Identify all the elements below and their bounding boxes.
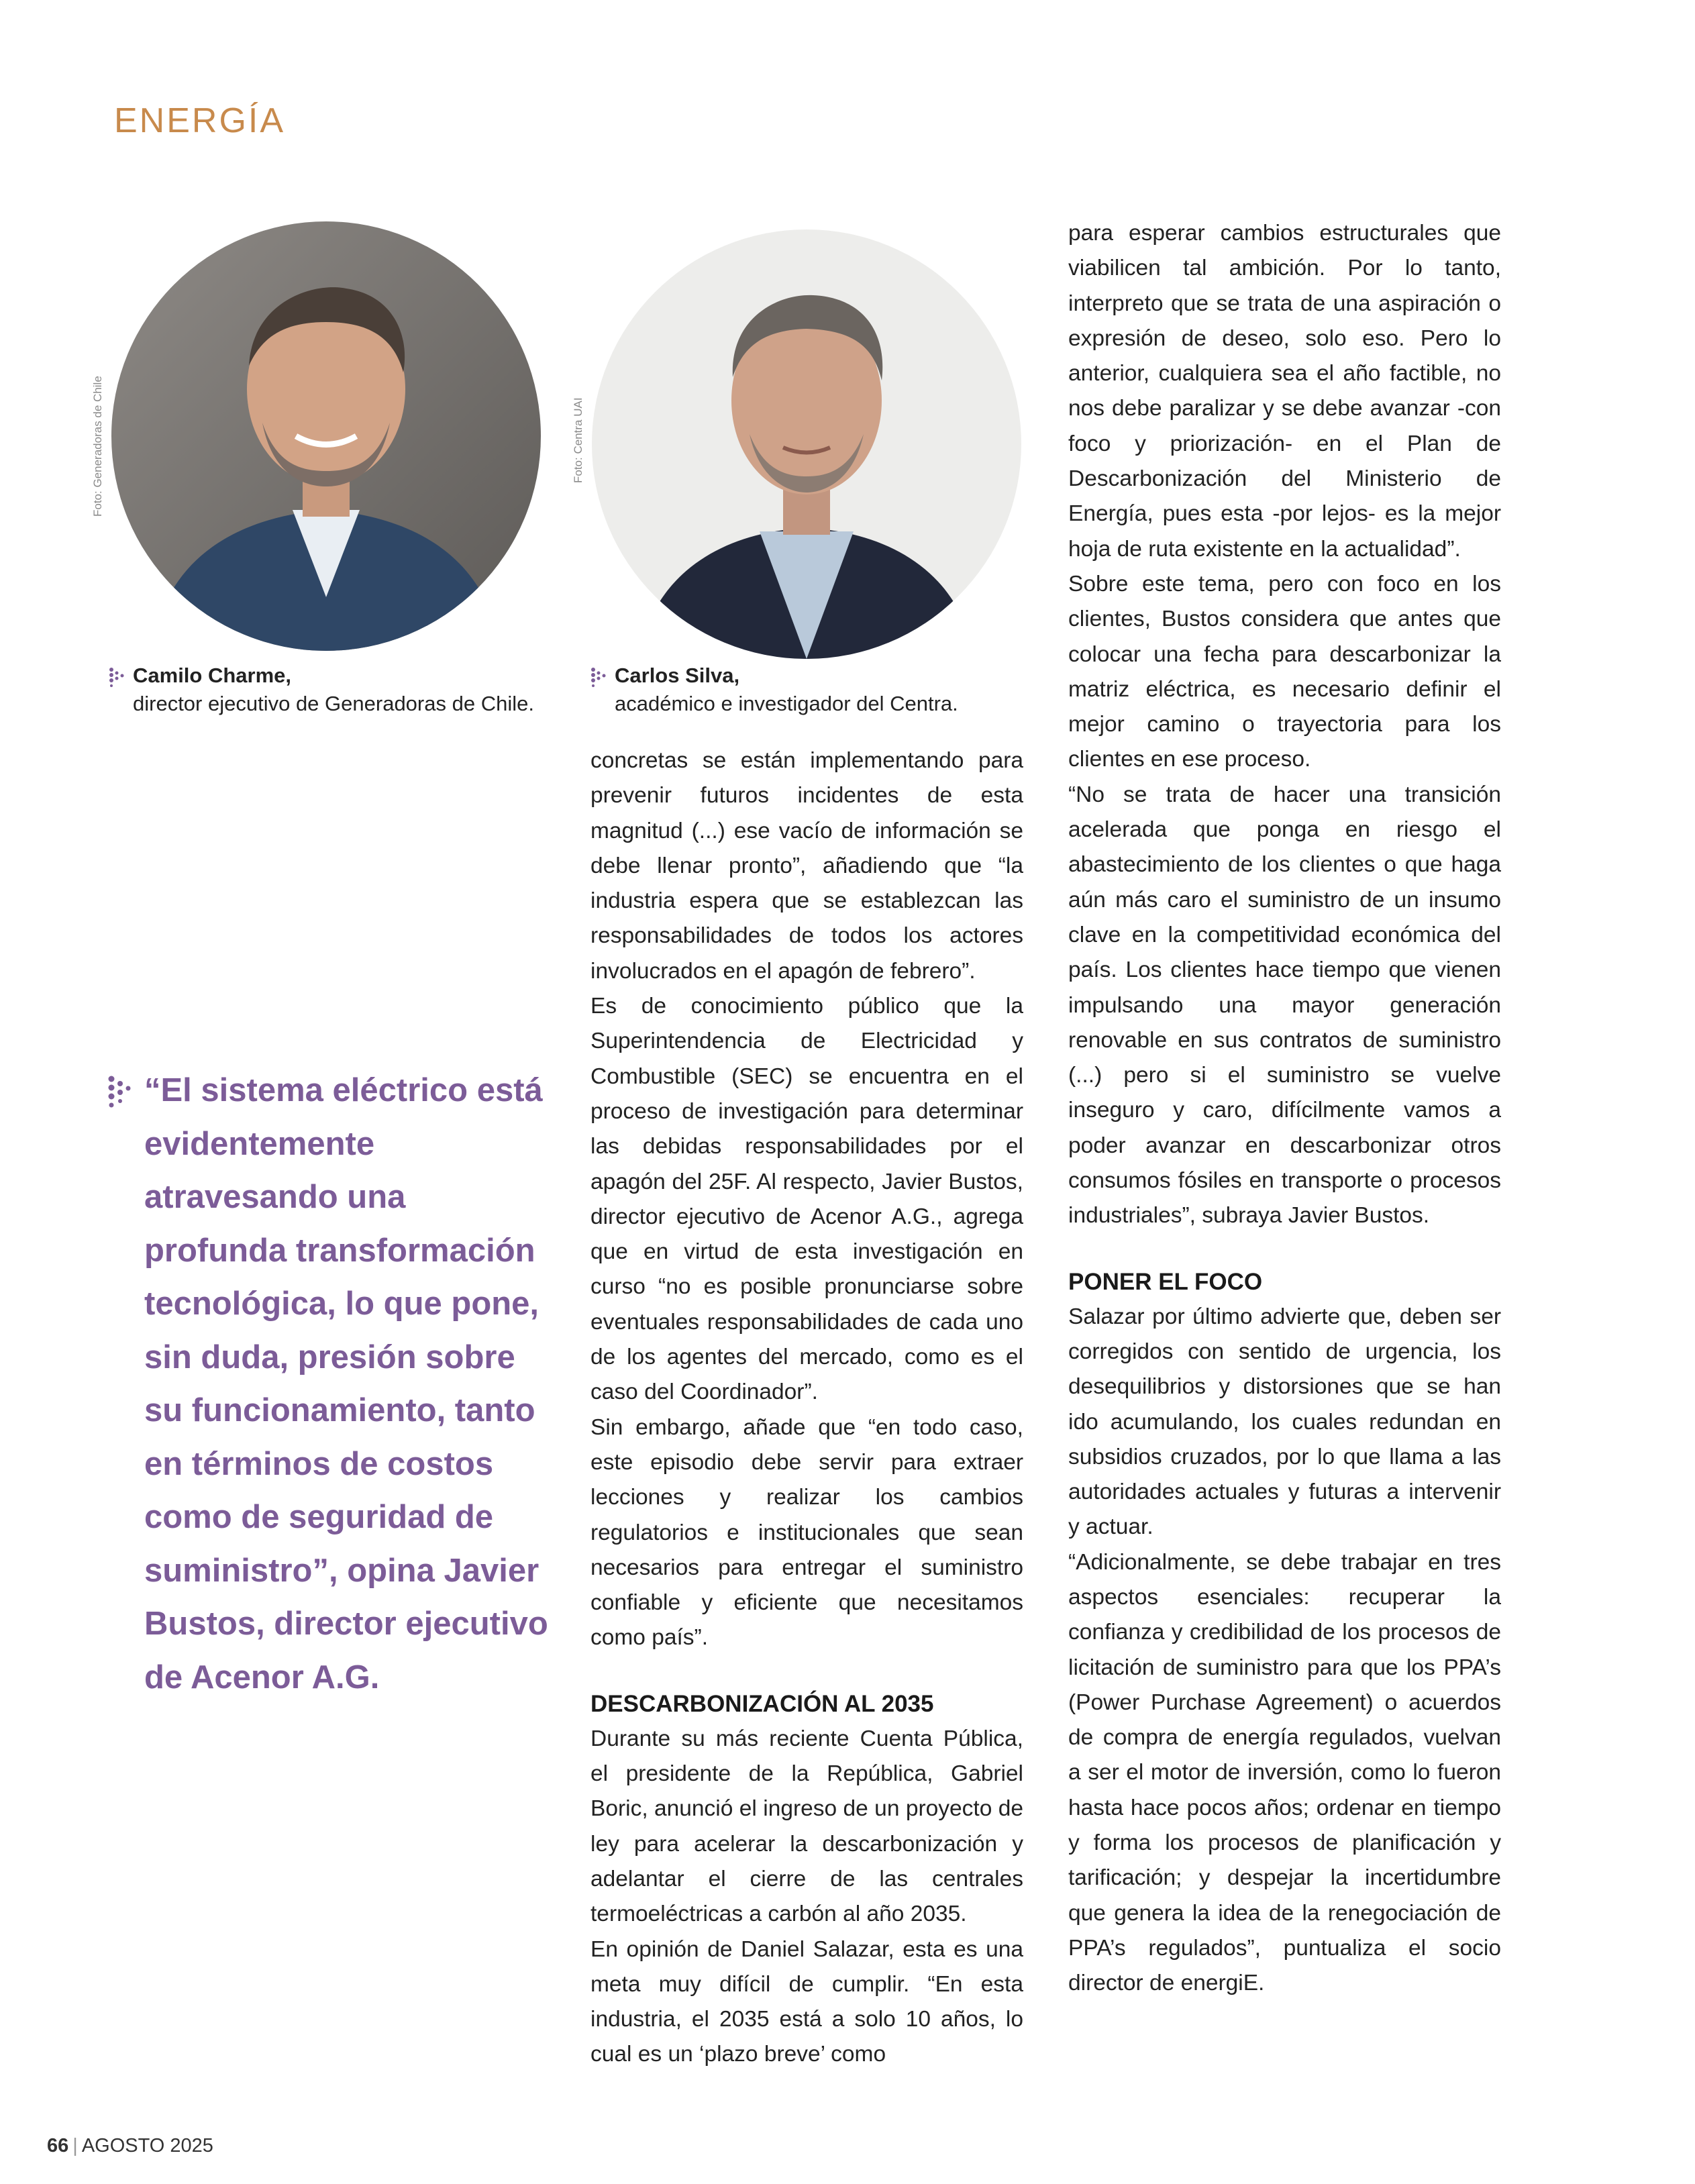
caption-camilo-charme [109,662,565,718]
paragraph: “No se trata de hacer una transición acelerada que ponga en riesgo el abastecimiento de los clientes o que haga aún más caro el suministro de un insumo clave en la competitividad económica del país. Los clientes hace tiempo que vienen impulsando una mayor generación renovable en sus contratos de suministro (...) pero si el suministro se vuelve inseguro y caro, difícilmente vamos a poder avanzar en descarbonizar otros consumos fósiles en transporte o procesos industriales”, subraya Javier Bustos. [1068,782,1501,1229]
paragraph: Es de conocimiento público que la Superintendencia de Electricidad y Combustible (SEC) se encuentra en el proceso de investigación para determinar las debidas responsabilidades por el apagón del 25F. Al respecto, Javier Bustos, director ejecutivo de Acenor A.G., agrega que en virtud de esta investigación en curso “no es posible pronunciarse sobre eventuales responsabilidades de cada uno de los agentes del mercado, como es el caso del Coordinador”. [590,994,1023,1405]
portrait-carlos-silva [592,229,1021,659]
photo-credit-1: Foto: Generadoras de Chile [91,376,104,517]
dots-bullet-icon [590,667,608,687]
section-title: ENERGÍA [114,101,286,140]
pull-quote-text: “El sistema eléctrico está evidentemente atravesando una profunda transformación tecnológica, lo que pone, sin duda, presión sobre su funcionamiento, tanto en términos de costos como de seguridad de suministro”, opina Javier Bustos, director ejecutivo de Acenor A.G. [144,1072,548,1696]
right-column [1068,216,1501,2001]
paragraph: Durante su más reciente Cuenta Pública, el presidente de la República, Gabriel Boric, anunció el ingreso de un proyecto de ley para acelerar la descarbonización y adelantar el cierre de las centrales termoeléctricas a carbón al año 2035. [590,1726,1023,1927]
section-heading: PONER EL FOCO [1068,1268,1263,1295]
paragraph: En opinión de Daniel Salazar, esta es una meta muy difícil de cumplir. “En esta industria, el 2035 está a solo 10 años, lo cual es un ‘plazo breve’ como [590,1936,1023,2067]
page-footer: 66 | AGOSTO 2025 [47,2135,213,2156]
middle-column [590,743,1023,2073]
caption-name: Carlos Silva, [615,664,740,687]
portrait-camilo-charme [111,221,541,651]
issue-date: AGOSTO 2025 [81,2135,213,2156]
caption-name: Camilo Charme, [133,664,292,687]
dots-bullet-icon [107,1075,134,1108]
section-heading: DESCARBONIZACIÓN AL 2035 [590,1690,934,1717]
pull-quote [107,1064,550,1704]
paragraph: concretas se están implementando para prevenir futuros incidentes de esta magnitud (...) ese vacío de información se debe llenar pronto”, añadiendo que “la industria espera que se establezcan las responsabilidades de todos los actores involucrados en el apagón de febrero”. [590,748,1023,984]
caption-role: director ejecutivo de Generadoras de Chile. [133,692,534,715]
paragraph: Sin embargo, añade que “en todo caso, este episodio debe servir para extraer lecciones y realizar los cambios regulatorios e institucionales que sean necesarios para entregar el suministro confiable y eficiente que necesitamos como país”. [590,1414,1023,1651]
paragraph: “Adicionalmente, se debe trabajar en tres aspectos esenciales: recuperar la confianza y credibilidad de los procesos de licitación de suministro para que los PPA’s (Power Purchase Agreement) o acuerdos de compra de energía regulados, vuelvan a ser el motor de inversión, como lo fueron hasta hace pocos años; ordenar en tiempo y forma los procesos de planificación y tarificación; y despejar la incertidumbre que genera la idea de la renegociación de PPA’s regulados”, puntualiza el socio director de energiE. [1068,1549,1501,1996]
paragraph: Salazar por último advierte que, deben ser corregidos con sentido de urgencia, los desequilibrios y distorsiones que se han ido acumulando, los cuales redundan en subsidios cruzados, por lo que llama a las autoridades actuales y futuras a intervenir y actuar. [1068,1304,1501,1540]
caption-carlos-silva [590,662,1020,718]
page-number: 66 [47,2135,69,2156]
caption-role: académico e investigador del Centra. [615,692,958,715]
photo-credit-2: Foto: Centra UAI [572,397,584,483]
dots-bullet-icon [109,667,126,687]
paragraph: Sobre este tema, pero con foco en los clientes, Bustos considera que antes que colocar una fecha para descarbonizar la matriz eléctrica, es necesario definir el mejor camino o trayectoria para los clientes en ese proceso. [1068,571,1501,772]
paragraph: para esperar cambios estructurales que viabilicen tal ambición. Por lo tanto, interpreto que se trata de una aspiración o expresión de deseo, solo eso. Pero lo anterior, cualquiera sea el año factible, no nos debe paralizar y se debe avanzar -con foco y priorización- en el Plan de Descarbonización del Ministerio de Energía, pues esta -por lejos- es la mejor hoja de ruta existente en la actualidad”. [1068,221,1501,562]
